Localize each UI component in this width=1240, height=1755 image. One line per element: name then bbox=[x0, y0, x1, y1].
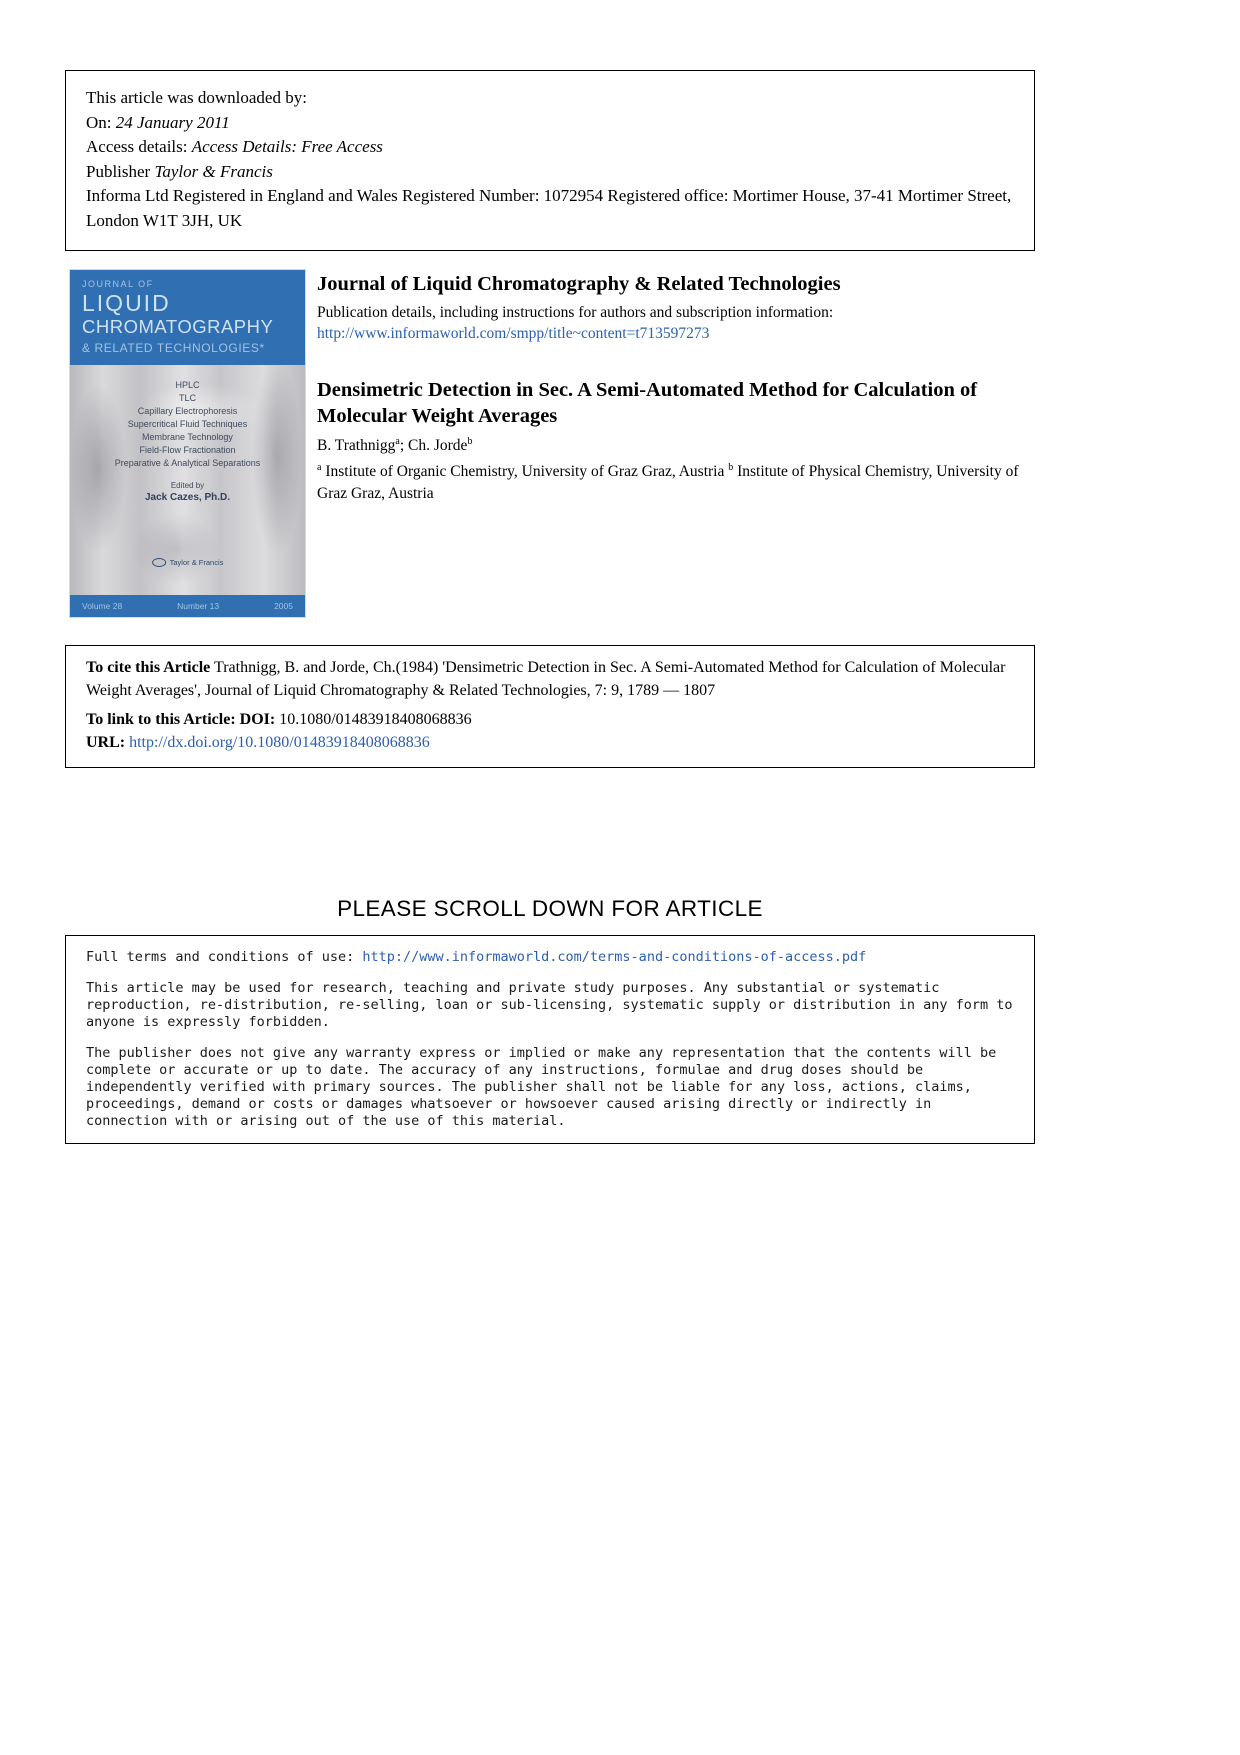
cover-topic: Supercritical Fluid Techniques bbox=[127, 419, 248, 429]
author-1: B. Trathnigg bbox=[317, 437, 396, 454]
url-line bbox=[86, 732, 1014, 755]
cover-topic: Field-Flow Fractionation bbox=[139, 445, 236, 455]
access-label: Access details: bbox=[86, 137, 192, 156]
cover-topic: Capillary Electrophoresis bbox=[137, 406, 238, 416]
cite-text: Trathnigg, B. and Jorde, Ch.(1984) 'Densimetric Detection in Sec. A Semi-Automated Method for Calculation of Molecular Weight Averages', Journal of Liquid Chromatography & Related Technologies, 7: 9, 1789 — 1807 bbox=[86, 659, 1006, 699]
article-title: Densimetric Detection in Sec. A Semi-Automated Method for Calculation of Molecular Weight Averages bbox=[317, 379, 978, 427]
download-info-box bbox=[65, 70, 1035, 251]
full-terms-line bbox=[86, 949, 1016, 966]
journal-url-link[interactable]: http://www.informaworld.com/smpp/title~content=t713597273 bbox=[317, 325, 710, 342]
author-2-affiliation-mark: b bbox=[467, 435, 473, 447]
affiliation-b-mark: b bbox=[728, 461, 734, 473]
url-label: URL: bbox=[86, 733, 130, 751]
affiliation-a-mark: a bbox=[317, 461, 322, 473]
taylor-francis-logo bbox=[152, 558, 224, 567]
taylor-francis-logo-icon bbox=[152, 558, 166, 567]
access-details-line bbox=[86, 135, 1014, 160]
cover-title-related: & RELATED TECHNOLOGIES* bbox=[82, 341, 265, 355]
publication-details: Publication details, including instructions for authors and subscription information: bbox=[317, 304, 834, 321]
cover-volume: Volume 28 bbox=[82, 601, 123, 611]
full-terms-label: Full terms and conditions of use: bbox=[86, 949, 363, 965]
journal-section bbox=[70, 270, 1035, 617]
cover-topics-list bbox=[70, 365, 305, 470]
citation-box bbox=[65, 645, 1035, 768]
article-affiliations bbox=[317, 461, 1029, 505]
cover-footer bbox=[70, 595, 305, 617]
cite-line bbox=[86, 657, 1014, 702]
cover-editor-name: Jack Cazes, Ph.D. bbox=[144, 492, 231, 503]
cover-topic: Membrane Technology bbox=[142, 432, 233, 442]
cover-edited-by: Edited by bbox=[170, 481, 205, 490]
on-label: On: bbox=[86, 112, 116, 132]
affiliation-a: Institute of Organic Chemistry, University of Graz Graz, Austria bbox=[321, 463, 729, 480]
journal-cover-image bbox=[70, 270, 305, 617]
doi-value: 10.1080/01483918408068836 bbox=[279, 711, 472, 728]
cover-title-liquid: LIQUID bbox=[82, 290, 171, 316]
affiliation-b: Institute of Physical Chemistry, University of Graz Graz, Austria bbox=[317, 463, 1019, 502]
cover-number: Number 13 bbox=[177, 601, 220, 611]
article-authors bbox=[317, 436, 1029, 456]
doi-line bbox=[86, 709, 1014, 732]
on-value: 24 January 2011 bbox=[115, 112, 230, 132]
downloaded-by-line: This article was downloaded by: bbox=[86, 88, 307, 107]
terms-url-link[interactable]: http://www.informaworld.com/terms-and-conditions-of-access.pdf bbox=[362, 949, 867, 965]
article-url-link[interactable]: http://dx.doi.org/10.1080/01483918408068836 bbox=[129, 733, 430, 751]
publisher-label: Publisher bbox=[86, 161, 155, 181]
access-value: Access Details: Free Access bbox=[191, 137, 383, 156]
cover-journal-of: JOURNAL OF bbox=[82, 279, 154, 289]
cover-topic: Preparative & Analytical Separations bbox=[114, 458, 261, 468]
cover-topic: TLC bbox=[178, 393, 196, 403]
publisher-line bbox=[86, 160, 1014, 185]
journal-title: Journal of Liquid Chromatography & Related Technologies bbox=[317, 273, 841, 295]
informa-registration-line: Informa Ltd Registered in England and Wales Registered Number: 1072954 Registered office: Mortimer House, 37-41 Mortimer Street, London W1T 3JH, UK bbox=[86, 186, 1012, 230]
author-1-affiliation-mark: a bbox=[395, 435, 400, 447]
cover-header bbox=[70, 270, 305, 365]
warranty-paragraph: The publisher does not give any warranty express or implied or make any representation that the contents will be complete or accurate or up to date. The accuracy of any instructions, formulae and drug doses should be independently verified with primary sources. The publisher shall not be liable for any loss, actions, claims, proceedings, demand or costs or damages whatsoever or howsoever caused arising directly or indirectly in connection with or arising out of the use of this material. bbox=[86, 1045, 997, 1129]
cover-year: 2005 bbox=[274, 601, 293, 611]
cover-topic: HPLC bbox=[175, 380, 200, 390]
scroll-down-notice: PLEASE SCROLL DOWN FOR ARTICLE bbox=[337, 896, 763, 921]
author-2: ; Ch. Jorde bbox=[399, 437, 468, 454]
terms-box bbox=[65, 935, 1035, 1144]
cover-artwork bbox=[70, 365, 305, 595]
journal-info bbox=[317, 270, 1029, 505]
cite-label: To cite this Article bbox=[86, 659, 211, 676]
cover-title-chromatography: CHROMATOGRAPHY bbox=[82, 316, 274, 337]
taylor-francis-logo-text: Taylor & Francis bbox=[169, 558, 224, 567]
download-date-line bbox=[86, 111, 1014, 136]
publisher-value: Taylor & Francis bbox=[154, 161, 273, 181]
usage-paragraph: This article may be used for research, teaching and private study purposes. Any substantial or systematic reproduction, re-distribution, re-selling, loan or sub-licensing, systematic supply or distribution in any form to anyone is expressly forbidden. bbox=[86, 980, 1013, 1030]
doi-label: To link to this Article: DOI: bbox=[86, 711, 280, 728]
